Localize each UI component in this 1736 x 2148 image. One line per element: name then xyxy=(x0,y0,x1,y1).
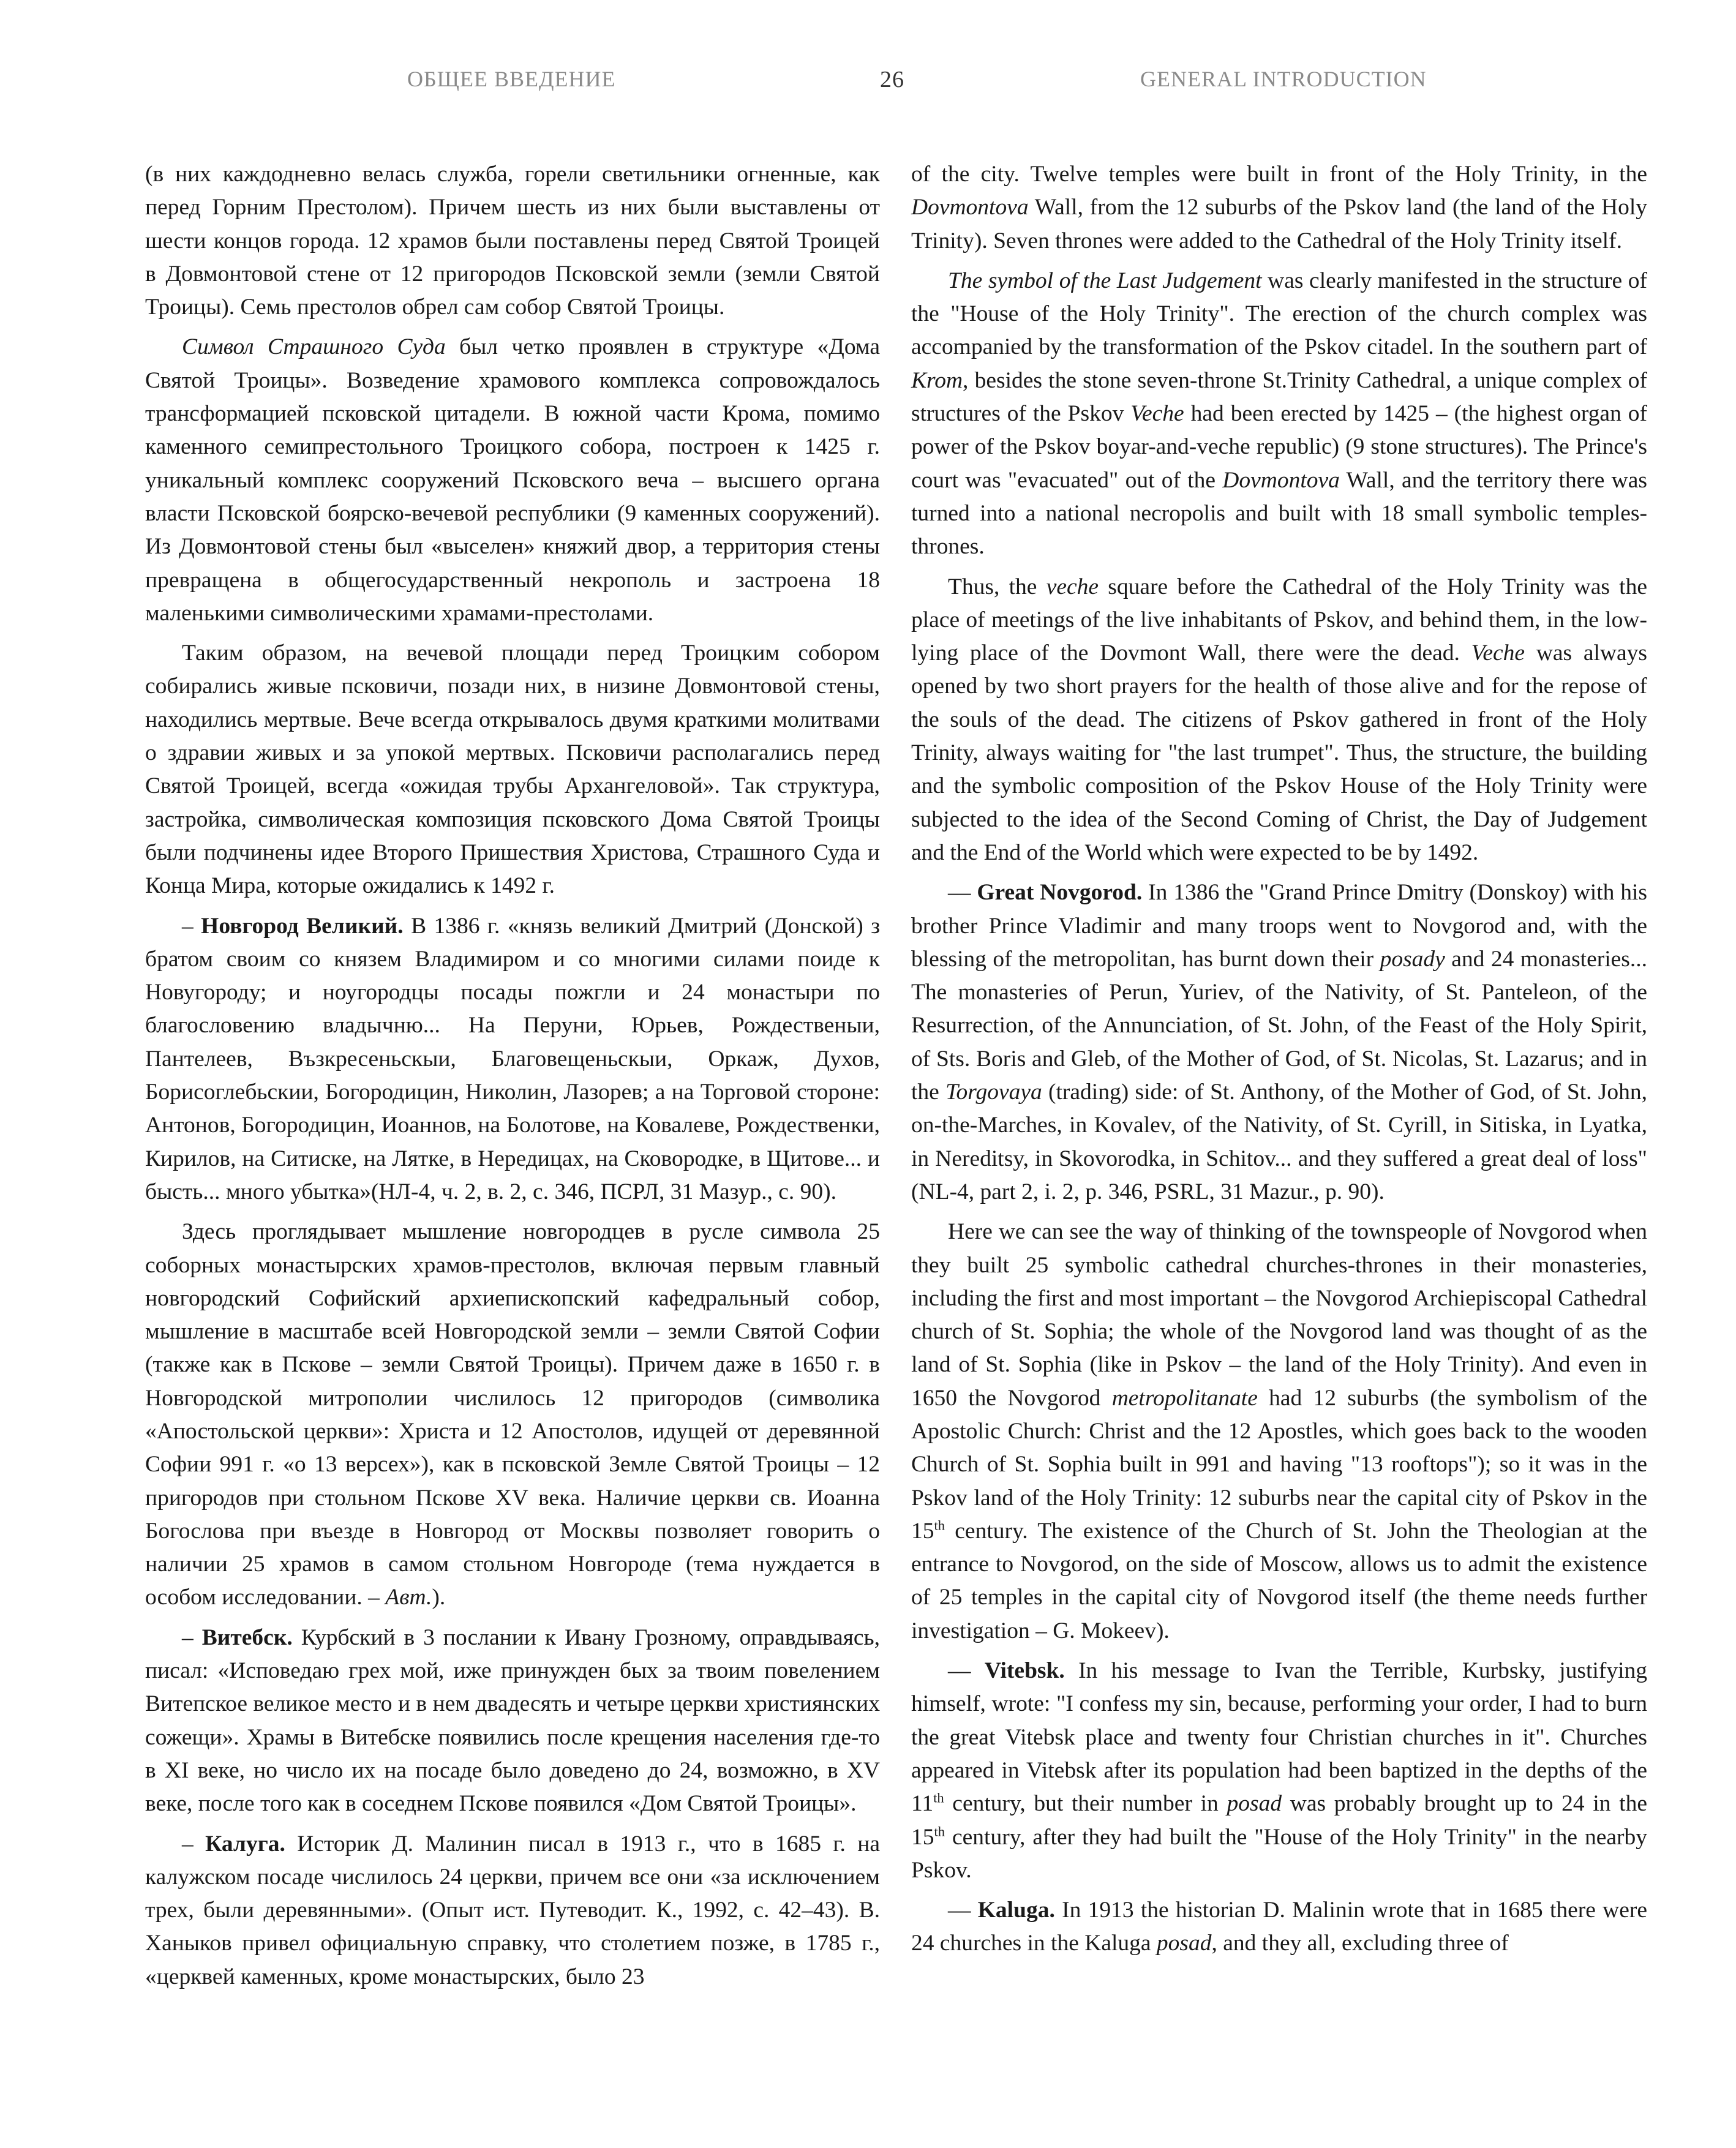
russian-column xyxy=(145,158,880,2000)
english-column xyxy=(911,158,1647,1967)
en-paragraph-5: Here we can see the way of thinking of the townspeople of Novgorod when they built 25 symbolic cathedral churches-thrones in their monasteries, including the first and most important – the Novgorod Archiepiscopal Cathedral church of St. Sophia; the whole of the Novgorod land was thought of as the land of St. Sophia (like in Pskov – the land of the Holy Trinity). And even in 1650 the Novgorod metropolitanate had 12 suburbs (the symbolism of the Apostolic Church: Christ and the 12 Apostles, which goes back to the wooden Church of St. Sophia built in 991 and having "13 rooftops"); so it was in the Pskov land of the Holy Trinity: 12 suburbs near the capital city of Pskov in the 15th century. The existence of the Church of St. John the Theologian at the entrance to Novgorod, on the side of Moscow, allows us to admit the existence of 25 temples in the capital city of Novgorod itself (the theme needs further investigation – G. Mokeev). xyxy=(911,1219,1647,1643)
page-number: 26 xyxy=(880,67,904,92)
en-paragraph-3: Thus, the veche square before the Cathedral of the Holy Trinity was the place of meetings of the live inhabitants of Pskov, and behind them, in the low-lying place of the Dovmont Wall, there were the dead. Veche was always opened by two short prayers for the health of those alive and for the repose of the souls of the dead. The citizens of Pskov gathered in front of the Holy Trinity, always waiting for "the last trumpet". Thus, the structure, the building and the symbolic composition of the Pskov House of the Holy Trinity were subjected to the idea of the Second Coming of Christ, the Day of Judgement and the End of the World which were expected to be by 1492. xyxy=(911,574,1648,865)
running-header xyxy=(0,66,1736,103)
en-paragraph-2: The symbol of the Last Judgement was clearly manifested in the structure of the "House of the Holy Trinity". The erection of the church complex was accompanied by the transformation of the Pskov citadel. In the southern part of Krom, besides the stone seven-throne St.Trinity Cathedral, a unique complex of structures of the Pskov Veche had been erected by 1425 – (the highest organ of power of the Pskov boyar-and-veche republic) (9 stone structures). The Prince's court was "evacuated" out of the Dovmontova Wall, and the territory there was turned into a national necropolis and built with 18 small symbolic temples-thrones. xyxy=(911,268,1647,560)
ru-paragraph-3: Таким образом, на вечевой площади перед Троицким собором собирались живые псковичи, позади них, в низине Довмонтовой стены, находились мертвые. Вече всегда открывалось двумя краткими молитвами о здравии живых и за упокой мертвых. Псковичи располагались перед Святой Троицей, всегда «ожидая трубы Архангеловой». Так структура, застройка, символическая композиция псковского Дома Святой Троицы были подчинены идее Второго Пришествия Христова, Страшного Суда и Конца Мира, которые ожидались к 1492 г. xyxy=(145,640,880,899)
ru-paragraph-1: (в них каждодневно велась служба, горели светильники огненные, как перед Горним Престолом). Причем шесть из них были выставлены от шести концов города. 12 храмов были поставлены перед Святой Троицей в Довмонтовой стене от 12 пригородов Псковской земли (земли Святой Троицы). Семь престолов обрел сам собор Святой Троицы. xyxy=(145,162,880,320)
header-title-ru: ОБЩЕЕ ВВЕДЕНИЕ xyxy=(407,67,616,91)
en-paragraph-1: of the city. Twelve temples were built in front of the Holy Trinity, in the Dovmontova Wall, from the 12 suburbs of the Pskov land (the land of the Holy Trinity). Seven thrones were added to the Cathedral of the Holy Trinity itself. xyxy=(911,162,1647,253)
en-paragraph-novgorod: — Great Novgorod. In 1386 the "Grand Prince Dmitry (Donskoy) with his brother Prince Vladimir and many troops went to Novgorod and, with the blessing of the metropolitan, has burnt down their posady and 24 monasteries... The monasteries of Perun, Yuriev, of the Nativity, of St. Panteleon, of the Resurrection, of the Annunciation, of St. John, of the Feast of the Holy Spirit, of Sts. Boris and Gleb, of the Mother of God, of St. Nicolas, St. Lazarus; and in the Torgovaya (trading) side: of St. Anthony, of the Mother of God, of St. John, on-the-Marches, in Kovalev, of the Nativity, of St. Cyrill, in Sitiska, in Lyatka, in Nereditsy, in Skovorodka, in Schitov... and they suffered a great deal of loss" (NL-4, part 2, i. 2, p. 346, PSRL, 31 Mazur., p. 90). xyxy=(911,880,1648,1204)
en-paragraph-kaluga: — Kaluga. In 1913 the historian D. Malinin wrote that in 1685 there were 24 churches in the Kaluga posad, and they all, excluding three of xyxy=(911,1898,1647,1956)
en-paragraph-vitebsk: — Vitebsk. In his message to Ivan the Terrible, Kurbsky, justifying himself, wrote: "I confess my sin, because, performing your order, I had to burn the great Vitebsk place and twenty four Christian churches in it". Churches appeared in Vitebsk after its population had been baptized in the depths of the 11th century, but their number in posad was probably brought up to 24 in the 15th century, after they had built the "House of the Holy Trinity" in the nearby Pskov. xyxy=(911,1658,1647,1883)
ru-paragraph-kaluga: – Калуга. Историк Д. Малинин писал в 1913 г., что в 1685 г. на калужском посаде числилось 24 церкви, причем все они «за исключением трех, были деревянными». (Опыт ист. Путеводит. К., 1992, с. 42–43). В. Ханыков привел официальную справку, что столетием позже, в 1785 г., «церквей каменных, кроме монастырских, было 23 xyxy=(145,1831,880,1989)
ru-paragraph-vitebsk: – Витебск. Курбский в 3 послании к Ивану Грозному, оправдываясь, писал: «Исповедаю грех мой, иже принужден бых за твоим повелением Витепское великое место и в нем двадесять и четыре церкви християнских сожещи». Храмы в Витебске появились после крещения населения где-то в XI веке, но число их на посаде было доведено до 24, возможно, в XV веке, после того как в соседнем Пскове появился «Дом Святой Троицы». xyxy=(145,1624,880,1817)
header-title-en: GENERAL INTRODUCTION xyxy=(1140,67,1427,91)
ru-paragraph-novgorod: – Новгород Великий. В 1386 г. «князь великий Дмитрий (Донской) з братом своим со князем Владимиром и со многими силами поиде к Новугороду; и ноугородцы посады пожгли и 24 монастыри по благословению владычню... На Перуни, Юрьев, Рождественыи, Пантелеев, Възкресеньскыи, Благовещеньскыи, Оркаж, Духов, Борисоглебьскии, Богородицин, Николин, Лазорев; а на Торговой стороне: Антонов, Богородицин, Иоаннов, на Болотове, на Ковалеве, Рождественки, Кирилов, на Ситиске, на Лятке, в Нередицах, на Сковородке, в Щитове... и бысть... много убытка»(НЛ-4, ч. 2, в. 2, с. 346, ПСРЛ, 31 Мазур., с. 90). xyxy=(145,913,881,1204)
ru-paragraph-5: Здесь проглядывает мышление новгородцев в русле символа 25 соборных монастырских храмов-престолов, включая первым главный новгородский Софийский архиепископский кафедральный собор, мышление в масштабе всей Новгородской земли – земли Святой Софии (также как в Пскове – земли Святой Троицы). Причем даже в 1650 г. в Новгородской митрополии числилось 12 пригородов (символика «Апостольской церкви»: Христа и 12 Апостолов, идущей от деревянной Софии 991 г. «о 13 версех»), как в псковской Земле Святой Троицы – 12 пригородов при стольном Пскове XV века. Наличие церкви св. Иоанна Богослова при въезде в Новгород от Москвы позволяет говорить о наличии 25 храмов в самом стольном Новгороде (тема нуждается в особом исследовании. – Авт.). xyxy=(145,1219,880,1610)
ru-paragraph-2: Символ Страшного Суда был четко проявлен в структуре «Дома Святой Троицы». Возведение храмового комплекса сопровождалось трансформацией псковской цитадели. В южной части Крома, помимо каменного семипрестольного Троицкого собора, построен к 1425 г. уникальный комплекс сооружений Псковского веча – высшего органа власти Псковской боярско-вечевой республики (9 каменных сооружений). Из Довмонтовой стены был «выселен» княжий двор, а территория стены превращена в общегосударственный некрополь и застроена 18 маленькими символическими храмами-престолами. xyxy=(145,334,881,626)
